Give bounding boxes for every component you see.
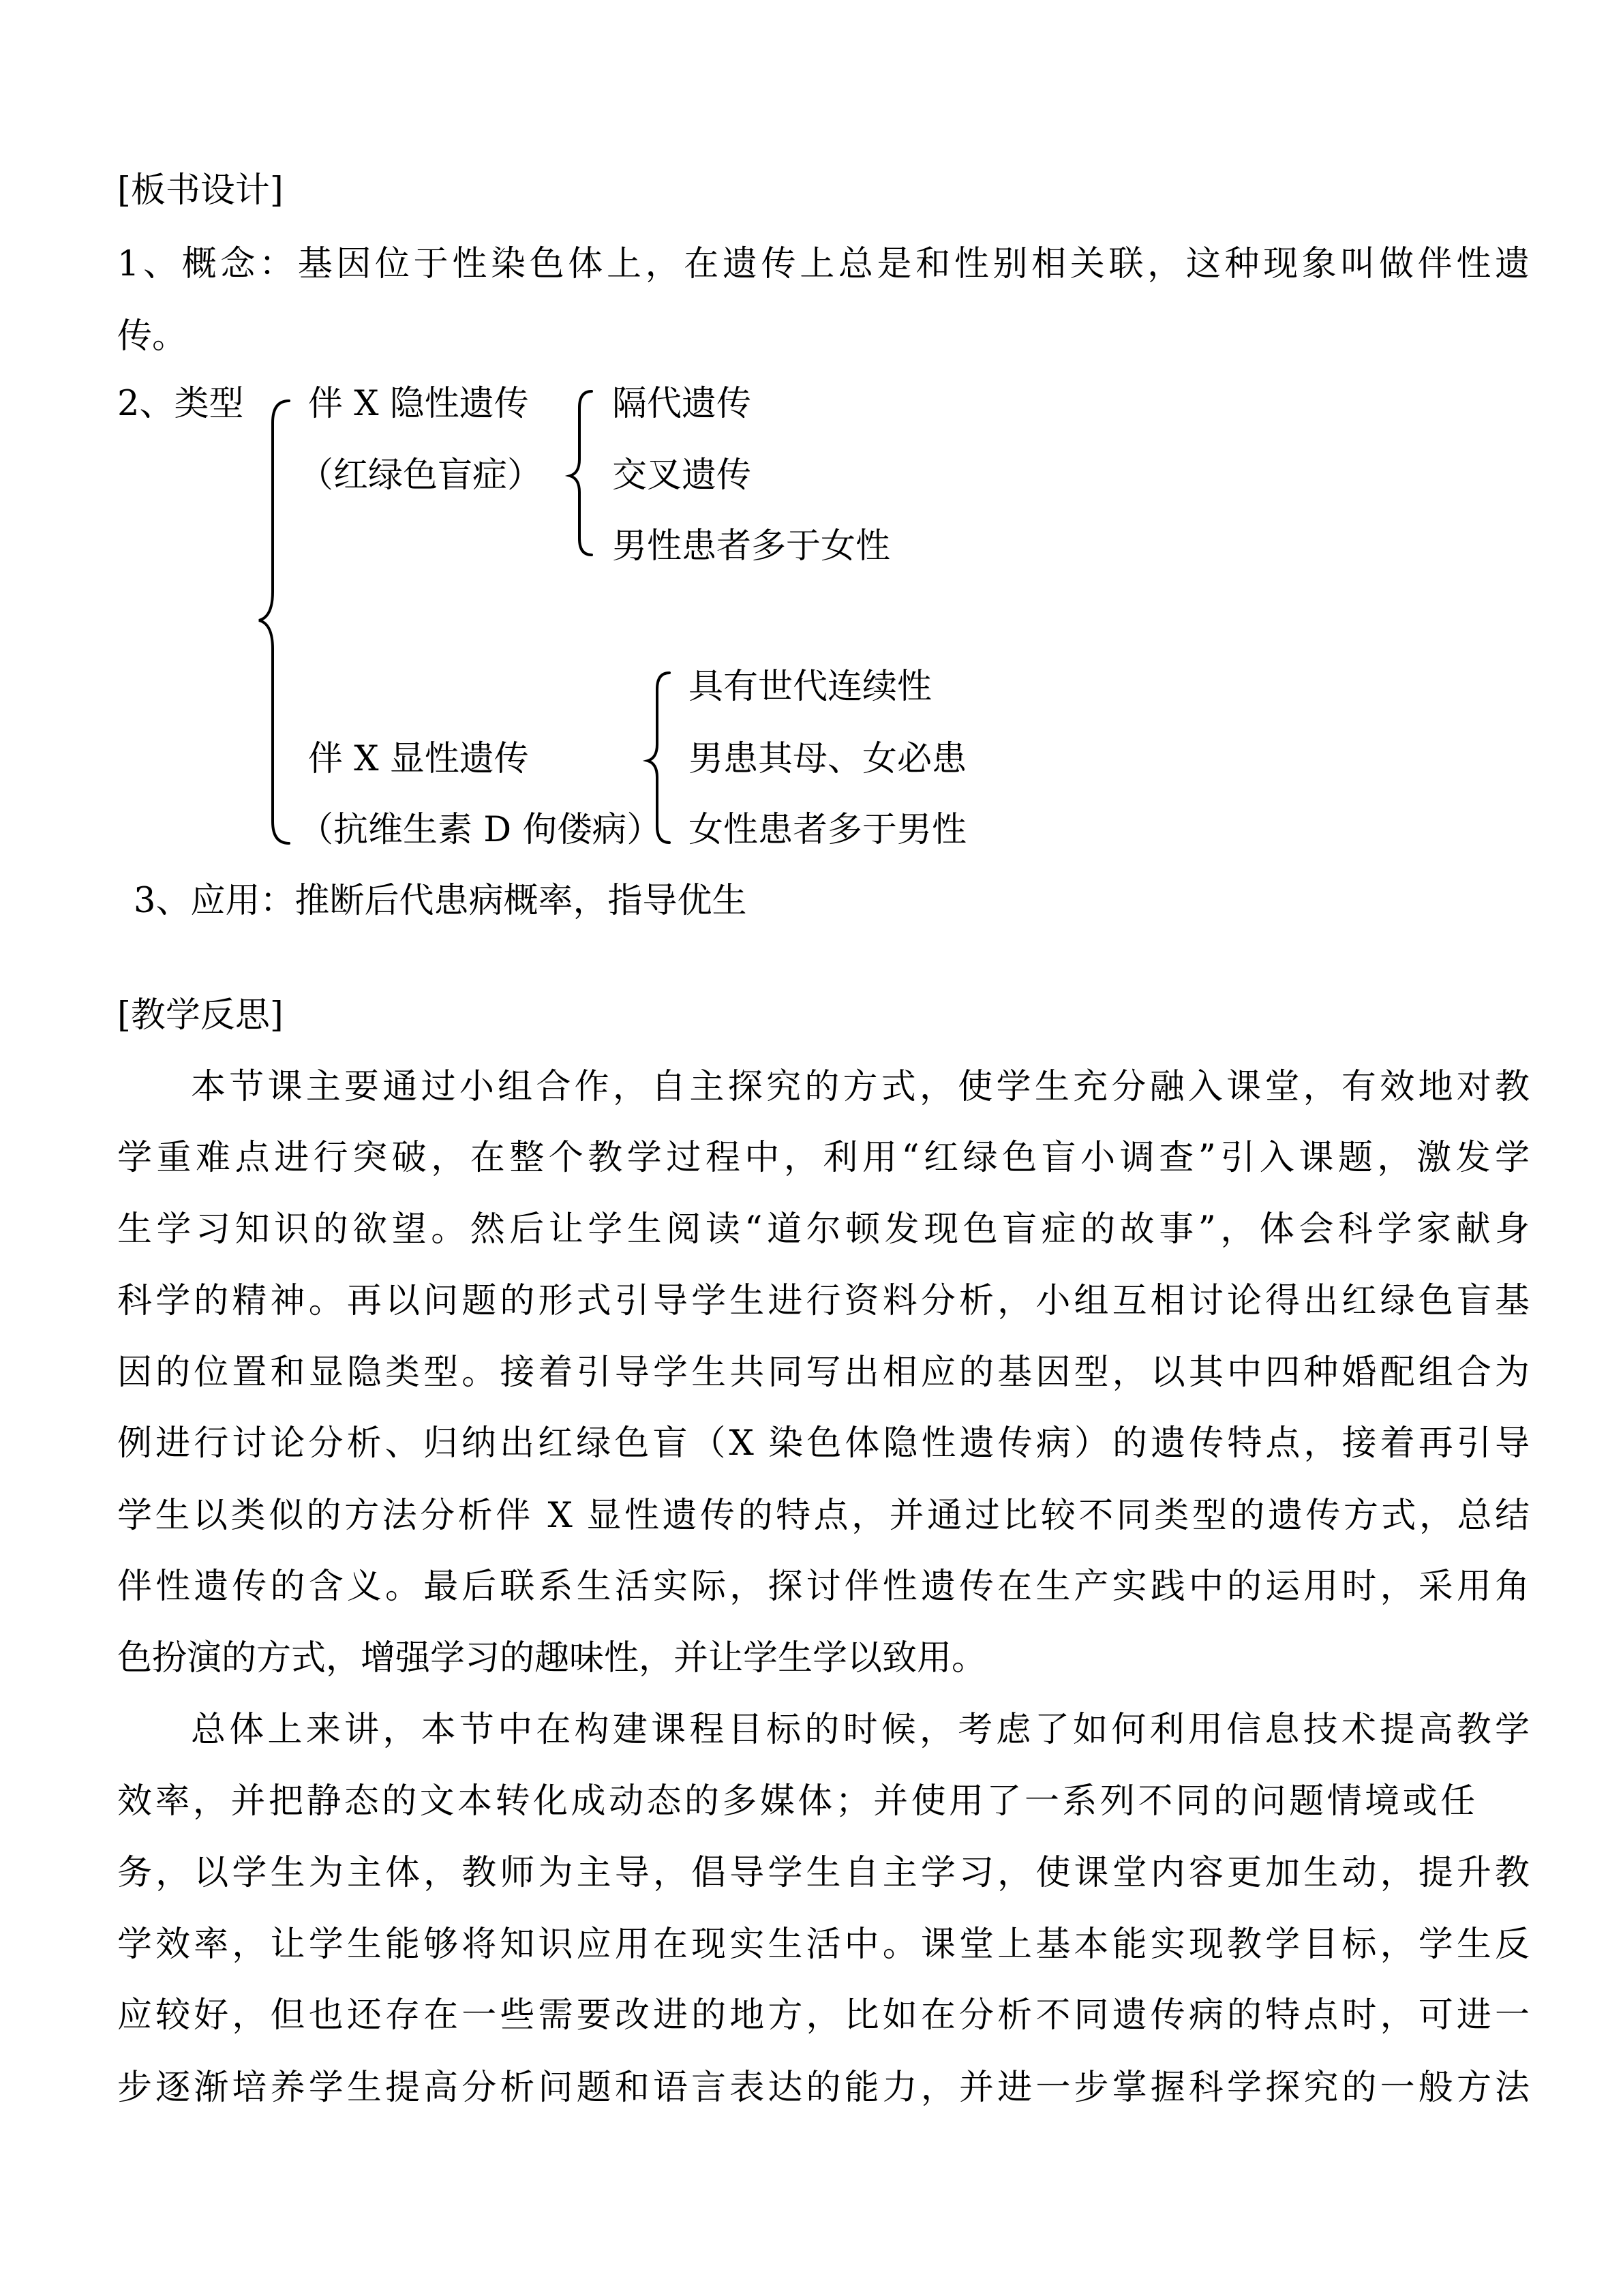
board-heading: [板书设计]	[117, 170, 284, 211]
para2-line-3: 务，以学生为主体，教师为主导，倡导学生自主学习，使课堂内容更加生动，提升教	[117, 1853, 1530, 1893]
recessive-example: （红绿色盲症）	[299, 455, 543, 496]
recessive-trait-2: 交叉遗传	[612, 455, 752, 496]
para1-line-1: 本节课主要通过小组合作，自主探究的方式，使学生充分融入课堂，有效地对教	[191, 1067, 1530, 1107]
para1-line-4: 科学的精神。再以问题的形式引导学生进行资料分析，小组互相讨论得出红绿色盲基	[117, 1281, 1530, 1321]
para1-line-8: 伴性遗传的含义。最后联系生活实际，探讨伴性遗传在生产实践中的运用时，采用角	[117, 1567, 1530, 1607]
para2-line-4: 学效率，让学生能够将知识应用在现实生活中。课堂上基本能实现教学目标，学生反	[117, 1924, 1530, 1965]
para2-line-6: 步逐渐培养学生提高分析问题和语言表达的能力，并进一步掌握科学探究的一般方法	[117, 2068, 1530, 2108]
para2-line-5: 应较好，但也还存在一些需要改进的地方，比如在分析不同遗传病的特点时，可进一	[117, 1995, 1530, 2036]
recessive-trait-3: 男性患者多于女性	[612, 526, 891, 567]
para2-line-1: 总体上来讲，本节中在构建课程目标的时候，考虑了如何利用信息技术提高教学	[191, 1710, 1530, 1750]
reflection-heading: [教学反思]	[117, 995, 284, 1036]
para2-line-2: 效率，并把静态的文本转化成动态的多媒体；并使用了一系列不同的问题情境或任	[117, 1781, 1475, 1822]
application-line: 3、应用：推断后代患病概率，指导优生	[134, 881, 747, 921]
types-label: 2、类型	[117, 384, 244, 424]
para1-line-6: 例进行讨论分析、归纳出红绿色盲（X 染色体隐性遗传病）的遗传特点，接着再引导	[117, 1423, 1530, 1464]
recessive-brace	[570, 391, 592, 555]
dominant-name: 伴 X 显性遗传	[308, 739, 529, 779]
dominant-example: （抗维生素 D 佝偻病）	[299, 810, 662, 850]
dominant-trait-3: 女性患者多于男性	[688, 810, 967, 850]
para1-line-2: 学重难点进行突破，在整个教学过程中，利用“红绿色盲小调查”引入课题，激发学	[117, 1138, 1530, 1178]
recessive-name: 伴 X 隐性遗传	[308, 384, 529, 424]
para1-line-9: 色扮演的方式，增强学习的趣味性，并让学生学以致用。	[117, 1638, 987, 1678]
main-brace	[259, 401, 289, 843]
dominant-trait-1: 具有世代连续性	[688, 667, 932, 707]
para1-line-3: 生学习知识的欲望。然后让学生阅读“道尔顿发现色盲症的故事”，体会科学家献身	[117, 1209, 1530, 1250]
para1-line-7: 学生以类似的方法分析伴 X 显性遗传的特点，并通过比较不同类型的遗传方式，总结	[117, 1496, 1530, 1536]
para1-line-5: 因的位置和显隐类型。接着引导学生共同写出相应的基因型，以其中四种婚配组合为	[117, 1353, 1530, 1393]
dominant-trait-2: 男患其母、女必患	[688, 739, 967, 779]
concept-line-2: 传。	[117, 316, 187, 357]
recessive-trait-1: 隔代遗传	[612, 384, 752, 424]
concept-line-1: 1、概念：基因位于性染色体上，在遗传上总是和性别相关联，这种现象叫做伴性遗	[117, 244, 1530, 284]
